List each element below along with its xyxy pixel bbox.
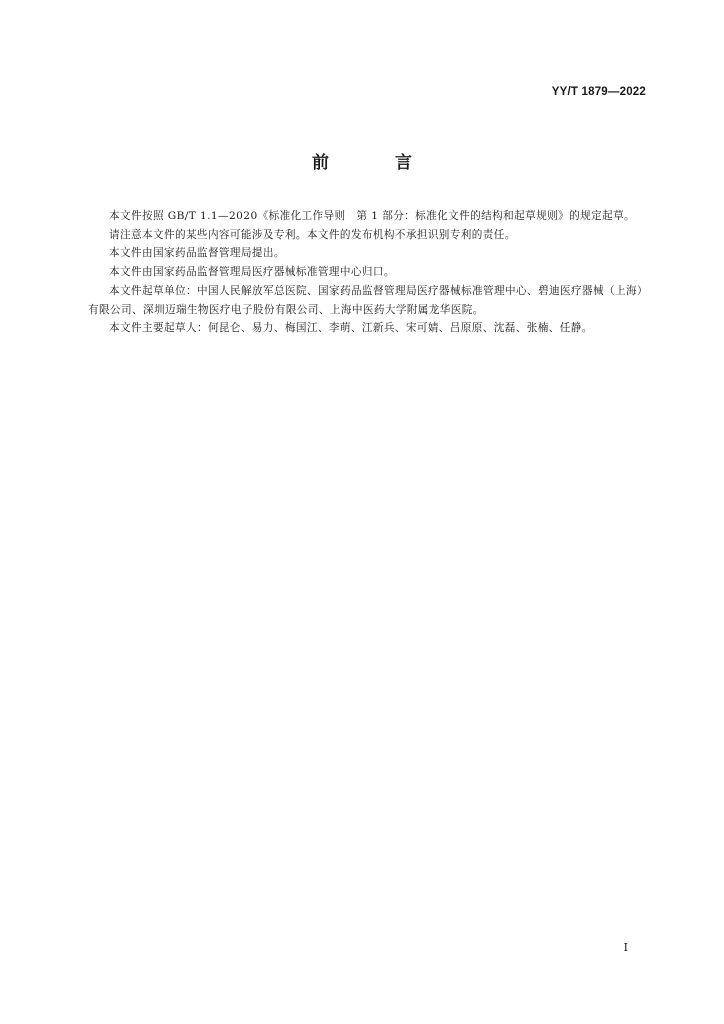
paragraph-proposed-by: 本文件由国家药品监督管理局提出。 xyxy=(109,247,285,260)
standard-code: YY/T 1879—2022 xyxy=(551,86,646,98)
paragraph-drafting-units: 本文件起草单位：中国人民解放军总医院、国家药品监督管理局医疗器械标准管理中心、碧迪医疗器械（上海）有限公司、深圳迈瑞生物医疗电子股份有限公司、上海中医药大学附属龙华医院。 xyxy=(88,284,648,316)
paragraph-managed-by: 本文件由国家药品监督管理局医疗器械标准管理中心归口。 xyxy=(109,266,395,279)
page-title: 前 言 xyxy=(312,153,442,173)
paragraph-drafters: 本文件主要起草人：何昆仑、易力、梅国江、李萌、江新兵、宋可婧、吕原原、沈磊、张楠、任静。 xyxy=(109,322,593,335)
foreword-body xyxy=(88,207,648,338)
paragraph-drafting-rules: 本文件按照 GB/T 1.1—2020《标准化工作导则 第 1 部分：标准化文件的结构和起草规则》的规定起草。 xyxy=(109,210,636,222)
page-number: I xyxy=(623,941,628,954)
paragraph-patent-notice: 请注意本文件的某些内容可能涉及专利。本文件的发布机构不承担识别专利的责任。 xyxy=(109,228,516,241)
